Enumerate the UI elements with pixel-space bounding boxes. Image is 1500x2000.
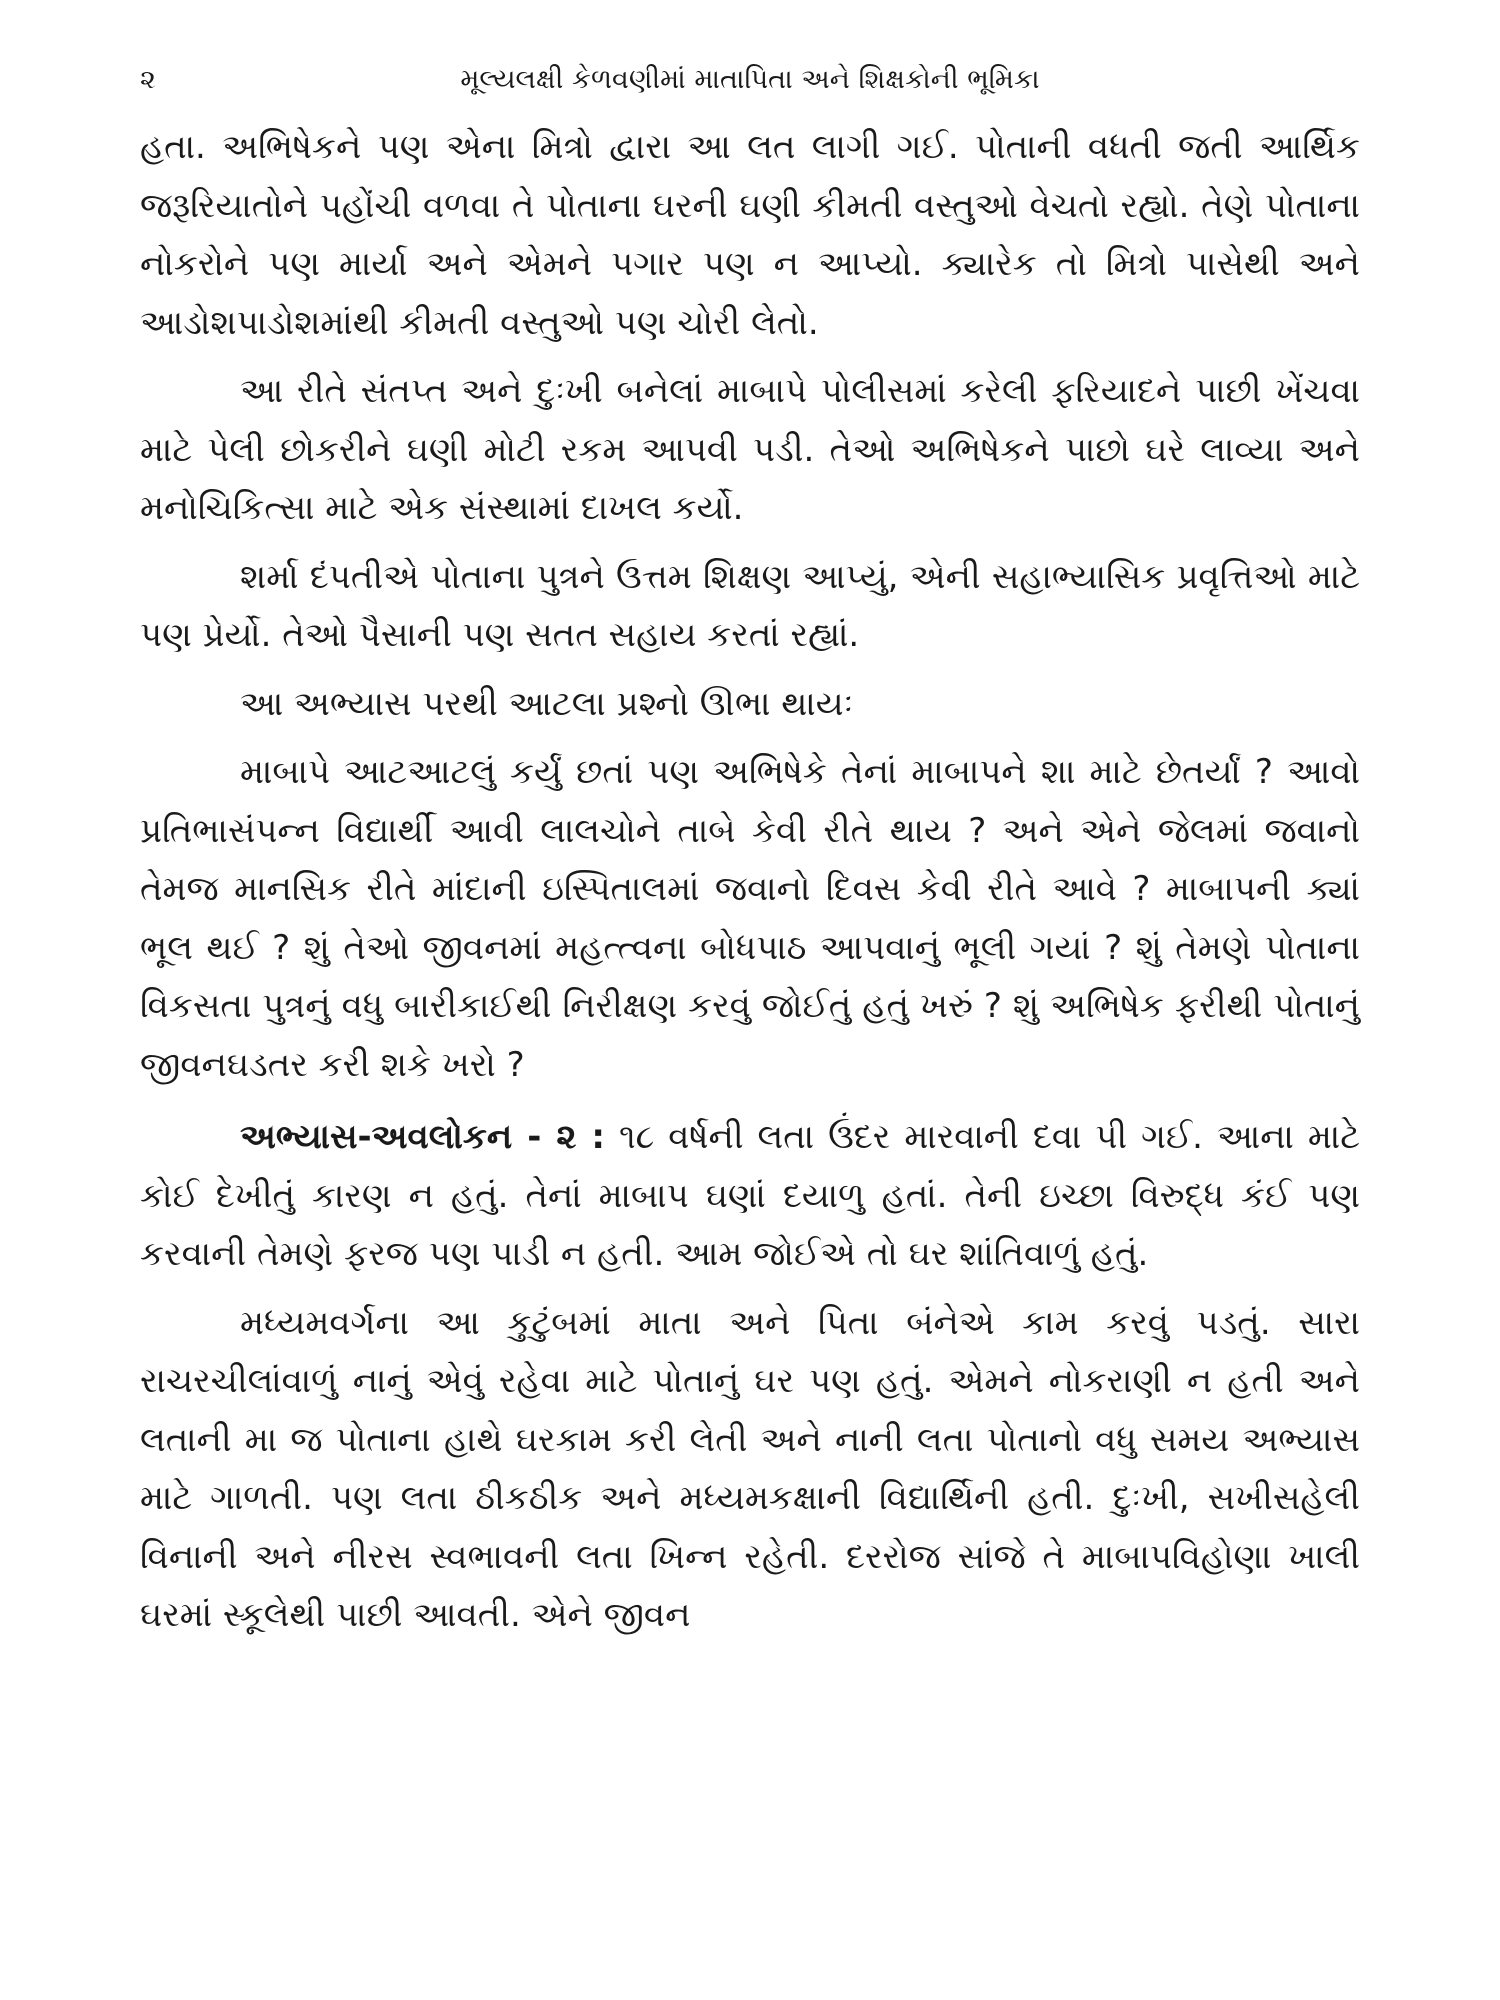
chapter-title: મૂલ્યલક્ષી કેળવણીમાં માતાપિતા અને શિક્ષકોની ભૂમિકા [460,64,1040,95]
case-study-paragraph [140,1108,1360,1284]
running-header [140,58,1360,102]
page-number: ૨ [140,64,156,95]
case-study-heading: અભ્યાસ-અવલોકન - ૨ : [240,1117,605,1157]
paragraph-closing: મધ્યમવર્ગના આ કુટુંબમાં માતા અને પિતા બંનેએ કામ કરવું પડતું. સારા રાચરચીલાંવાળું નાનું એવું રહેવા માટે પોતાનું ઘર પણ હતું. એમને નોકરાણી ન હતી અને લતાની મા જ પોતાના હાથે ઘરકામ કરી લેતી અને નાની લતા પોતાનો વધુ સમય અભ્યાસ માટે ગાળતી. પણ લતા ઠીકઠીક અને મધ્યમકક્ષાની વિદ્યાર્થિની હતી. દુઃખી, સખીસહેલી વિનાની અને નીરસ સ્વભાવની લતા ખિન્ન રહેતી. દરરોજ સાંજે તે માબાપવિહોણા ખાલી ઘરમાં સ્કૂલેથી પાછી આવતી. એને જીવન [140,1302,1360,1635]
paragraph-continuation: હતા. અભિષેકને પણ એના મિત્રો દ્વારા આ લત લાગી ગઈ. પોતાની વધતી જતી આર્થિક જરૂરિયાતોને પહોંચી વળવા તે પોતાના ઘરની ઘણી કીમતી વસ્તુઓ વેચતો રહ્યો. તેણે પોતાના નોકરોને પણ માર્યા અને એમને પગાર પણ ન આપ્યો. ક્યારેક તો મિત્રો પાસેથી અને આડોશપાડોશમાંથી કીમતી વસ્તુઓ પણ ચોરી લેતો. [140,127,1360,343]
case-study-text: ૧૮ વર્ષની લતા ઉંદર મારવાની દવા પી ગઈ. આના માટે કોઈ દેખીતું કારણ ન હતું. તેનાં માબાપ ઘણાં દયાળુ હતાં. તેની ઇચ્છા વિરુદ્ધ કંઈ પણ કરવાની તેમણે ફરજ પણ પાડી ન હતી. આમ જોઈએ તો ઘર શાંતિવાળું હતું. [140,1117,1360,1274]
paragraph-questions: માબાપે આટઆટલું કર્યું છતાં પણ અભિષેકે તેનાં માબાપને શા માટે છેતર્યાં ? આવો પ્રતિભાસંપન્ન વિદ્યાર્થી આવી લાલચોને તાબે કેવી રીતે થાય ? અને એને જેલમાં જવાનો તેમજ માનસિક રીતે માંદાની ઇસ્પિતાલમાં જવાનો દિવસ કેવી રીતે આવે ? માબાપની ક્યાં ભૂલ થઈ ? શું તેઓ જીવનમાં મહત્ત્વના બોધપાઠ આપવાનું ભૂલી ગયાં ? શું તેમણે પોતાના વિકસતા પુત્રનું વધુ બારીકાઈથી નિરીક્ષણ કરવું જોઈતું હતું ખરું ? શું અભિષેક ફરીથી પોતાનું જીવનઘડતર કરી શકે ખરો ? [140,752,1360,1085]
paragraph: આ અભ્યાસ પરથી આટલા પ્રશ્નો ઊભા થાયઃ [240,683,854,724]
body-text [140,118,1360,1659]
paragraph: શર્મા દંપતીએ પોતાના પુત્રને ઉત્તમ શિક્ષણ આપ્યું, એની સહાભ્યાસિક પ્રવૃત્તિઓ માટે પણ પ્રેર્યો. તેઓ પૈસાની પણ સતત સહાય કરતાં રહ્યાં. [140,556,1360,655]
paragraph: આ રીતે સંતપ્ત અને દુઃખી બનેલાં માબાપે પોલીસમાં કરેલી ફરિયાદને પાછી ખેંચવા માટે પેલી છોકરીને ઘણી મોટી રકમ આપવી પડી. તેઓ અભિષેકને પાછો ઘરે લાવ્યા અને મનોચિકિત્સા માટે એક સંસ્થામાં દાખલ કર્યો. [140,371,1360,528]
